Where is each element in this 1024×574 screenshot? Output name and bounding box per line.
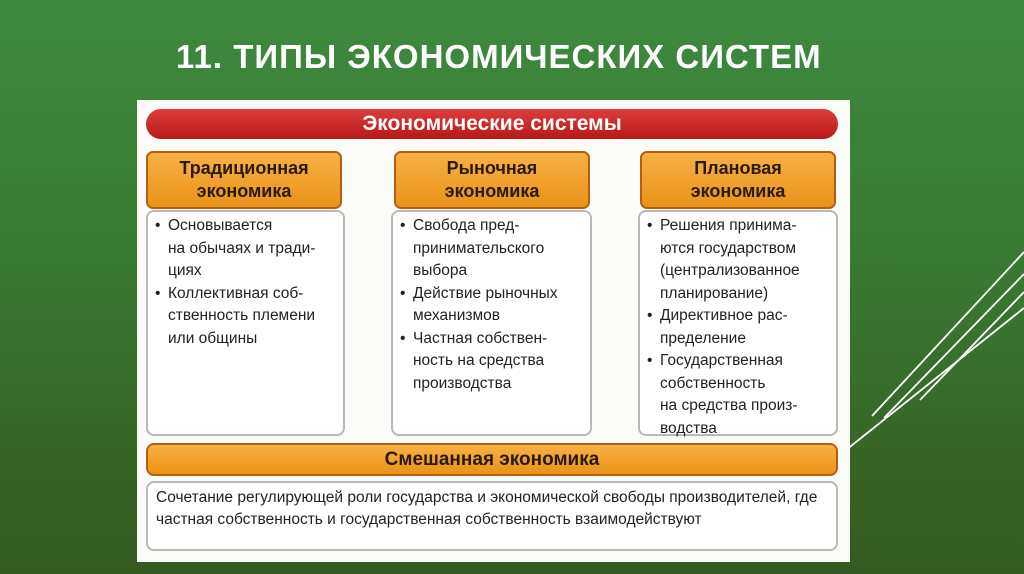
list-item: • Основывается на обычаях и тради- циях [154, 215, 337, 283]
header-line: экономика [196, 181, 292, 201]
header-line: Рыночная [446, 158, 538, 178]
planned-economy-header [640, 151, 836, 209]
header-line: Плановая [694, 158, 782, 178]
systems-banner: Экономические системы [146, 109, 838, 139]
diagram-panel [137, 100, 850, 562]
list-item: • Коллективная соб- ственность племени или общины [154, 283, 337, 351]
traditional-economy-box [146, 210, 345, 436]
mixed-economy-description: Сочетание регулирующей роли государства и экономической свободы производителей, где частная собственность и государственная собственность взаимодействуют [146, 481, 838, 551]
list-item: • Свобода пред- принимательского выбора [399, 215, 584, 283]
list-item: • Государственная собственность на средства произ- водства [646, 350, 830, 440]
list-item: • Директивное рас- пределение [646, 305, 830, 350]
decorative-lines [840, 240, 1024, 480]
planned-economy-box [638, 210, 838, 436]
list-item: • Действие рыночных механизмов [399, 283, 584, 328]
market-economy-header [394, 151, 590, 209]
market-economy-box [391, 210, 592, 436]
list-item: • Частная собствен- ность на средства производства [399, 328, 584, 396]
traditional-economy-header [146, 151, 342, 209]
header-line: экономика [444, 181, 540, 201]
mixed-economy-header: Смешанная экономика [146, 443, 838, 476]
header-line: экономика [690, 181, 786, 201]
list-item: • Решения принима- ются государством (централизованное планирование) [646, 215, 830, 305]
slide-title: 11. ТИПЫ ЭКОНОМИЧЕСКИХ СИСТЕМ [176, 38, 822, 75]
header-line: Традиционная [179, 158, 309, 178]
